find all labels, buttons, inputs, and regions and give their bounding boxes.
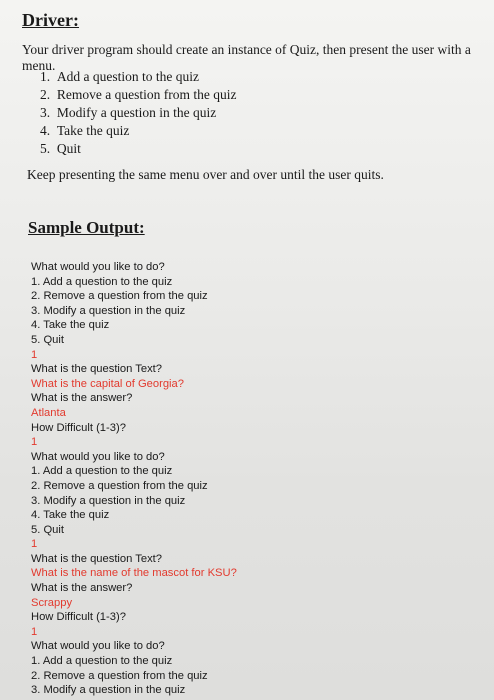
user-input-line: Scrappy <box>31 596 73 609</box>
user-input-line: Atlanta <box>31 406 66 419</box>
menu-item <box>40 68 236 86</box>
program-output-line: 4. Take the quiz <box>31 509 110 522</box>
menu-item-number: 5. <box>40 141 51 156</box>
menu-item-text: Quit <box>56 141 81 156</box>
user-input-line: What is the capital of Georgia? <box>31 377 184 390</box>
menu-item-number: 3. <box>40 105 51 120</box>
program-output-line: How Difficult (1-3)? <box>31 421 126 434</box>
program-output-line: 2. Remove a question from the quiz <box>31 669 208 682</box>
menu-item <box>40 104 236 122</box>
program-output-line: 3. Modify a question in the quiz <box>31 304 186 317</box>
sample-output-block <box>31 260 237 698</box>
menu-item-number: 4. <box>40 123 51 138</box>
program-output-line: What is the answer? <box>31 582 133 595</box>
program-output-line: 2. Remove a question from the quiz <box>31 479 208 492</box>
program-output-line: 4. Take the quiz <box>31 319 110 332</box>
user-input-line: 1 <box>31 348 38 361</box>
user-input-line: What is the name of the mascot for KSU? <box>31 567 237 580</box>
program-output-line: 3. Modify a question in the quiz <box>31 494 186 507</box>
menu-item-number: 1. <box>40 69 51 84</box>
program-output-line: What is the question Text? <box>31 363 163 376</box>
program-output-line: What is the answer? <box>31 392 133 405</box>
sample-output-heading: Sample Output: <box>28 218 145 237</box>
menu-item-text: Take the quiz <box>56 123 130 138</box>
program-output-line: 2. Remove a question from the quiz <box>31 290 208 303</box>
menu-item <box>40 86 236 104</box>
menu-item-text: Add a question to the quiz <box>56 69 199 84</box>
program-output-line: What is the question Text? <box>31 552 163 565</box>
program-output-line: How Difficult (1-3)? <box>31 611 126 624</box>
program-output-line: What would you like to do? <box>31 261 165 273</box>
menu-item <box>40 140 236 158</box>
user-input-line: 1 <box>31 436 38 449</box>
menu-list <box>40 68 236 158</box>
menu-item-number: 2. <box>40 87 51 102</box>
driver-intro: Your driver program should create an instance of Quiz, then present the user with a menu. <box>22 42 471 73</box>
program-output-line: 5. Quit <box>31 523 64 536</box>
user-input-line: 1 <box>31 538 38 551</box>
program-output-line: 1. Add a question to the quiz <box>31 275 173 288</box>
user-input-line: 1 <box>31 625 38 638</box>
program-output-line: 3. Modify a question in the quiz <box>31 684 186 697</box>
program-output-line: What would you like to do? <box>31 640 165 653</box>
menu-item <box>40 122 236 140</box>
loop-note: Keep presenting the same menu over and over until the user quits. <box>27 167 384 182</box>
program-output-line: 5. Quit <box>31 333 64 346</box>
program-output-line: 1. Add a question to the quiz <box>31 655 173 668</box>
program-output-line: What would you like to do? <box>31 450 165 463</box>
menu-item-text: Remove a question from the quiz <box>56 87 237 102</box>
driver-heading: Driver: <box>22 10 79 30</box>
program-output-line: 1. Add a question to the quiz <box>31 465 173 478</box>
menu-item-text: Modify a question in the quiz <box>56 105 217 120</box>
